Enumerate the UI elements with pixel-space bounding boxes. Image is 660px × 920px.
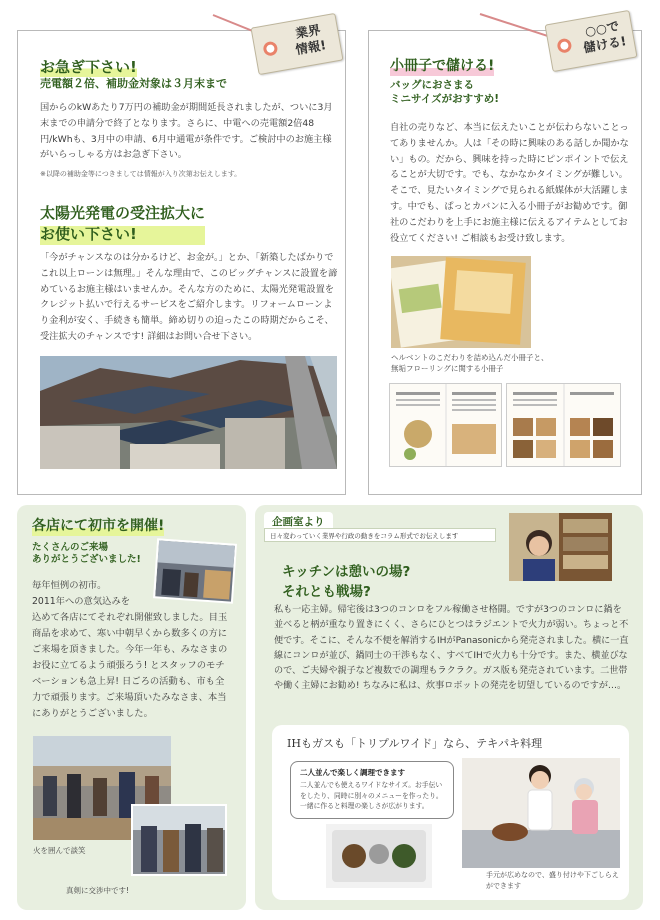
cooking-caption: 手元が広めなので、盛り付けや下ごしらえができます bbox=[486, 871, 619, 890]
booklet-caption: ヘルベントのこだわりを詰め込んだ小冊子と、 無垢フローリングに関する小冊子 bbox=[391, 353, 549, 374]
cooking-women-photo bbox=[462, 758, 620, 868]
ad-body: 二人並んでも使えるワイドなサイズ。お手伝いをしたり、同時に別々のメニューを作ったり。一緒に作ると料理の楽しさが広がります。 bbox=[300, 781, 443, 811]
fire-caption: 火を囲んで談笑 bbox=[33, 846, 86, 855]
section-title: お急ぎ下さい! bbox=[40, 58, 137, 76]
section-title: 各店にて初市を開催! bbox=[32, 518, 165, 534]
negotiation-caption: 真剣に交渉中です! bbox=[66, 886, 130, 895]
stove-topview-photo bbox=[326, 824, 432, 888]
section-body: 自社の売りなど、本当に伝えたいことが伝わらないことってありませんか。人は「その時に興味のある話しか聞かない」もの。だから、興味を持った時にピンポイントで伝えることが大切です。でも、なかなかタイミングが難しい。そこで、見たいタイミングで見られる紙媒体が大活躍します。中でも、ぱっとカバンに入る小冊子がお勧めです。御社のこだわりを上手にお施主様に伝えるアイテムとしてお役立てください! ご相談もお受け致します。 bbox=[390, 122, 629, 244]
ad-subtitle: 二人並んで楽しく調理できます bbox=[300, 768, 405, 777]
section-title: キッチンは憩いの場? それとも戦場? bbox=[282, 564, 411, 600]
solar-houses-photo bbox=[40, 356, 337, 469]
planning-room-bar-text: 日々変わっていく業界や行政の動きをコラム形式でお伝えします bbox=[270, 532, 459, 540]
section-subtitle: バッグにおさまる ミニサイズがおすすめ! bbox=[390, 79, 500, 105]
author-photo bbox=[509, 513, 612, 581]
tag-label: 業界 情報! bbox=[294, 21, 328, 57]
negotiation-photo bbox=[131, 804, 227, 876]
tag-label: ○○で 儲ける! bbox=[582, 18, 628, 55]
section-title: 小冊子で儲ける! bbox=[390, 58, 495, 74]
planning-room-bar bbox=[264, 528, 496, 542]
booklet-spread-2 bbox=[506, 383, 621, 467]
section-body-2: 「今がチャンスなのは分かるけど、お金が。」とか、「新築したばかりでこれ以上ローンは無理。」そんな理由で、このビッグチャンスに設置を諦めているお施主様はいませんか。そんな方のために、太陽光発電設置をクレジット払いで行えるサービスをご紹介します。リフォームローンより金利が安く、手続きも簡単。締め切りの迫ったこの時期だからこそ、受注拡大のチャンスです! 詳細はお問い合せ下さい。 bbox=[40, 252, 338, 343]
ad-title: IHもガスも「トリプルワイド」なら、テキパキ料理 bbox=[287, 737, 543, 750]
section-body: 私も一応主婦。帰宅後は3つのコンロをフル稼働させ格闘。ですが3つのコンロに鍋を並べると柄が重なり置きにくく、さらにひとつはラジエントで火力が弱い。ちょっと不便です。そこに、そんな不便を解消するIHがPanasonicから発売されました。横に一直線にコンロが並び、鍋同士の干渉もなく、すべてIHで火力も十分です。また、横並びなので、ご夫婦や親子など複数での調理もラクラク。ガス版も発売されています。二世帯や働く主婦にお勧め! ちなみに私は、炊事ロボットの発売を切望しているのですが…。 bbox=[274, 605, 629, 692]
section-body: 国からのkWあたり7万円の補助金が期間延長されましたが、ついに3月末までの申請分で終了となります。さらに、中電への売電額2倍48円/kWhも、3月中の申請、6月中通電が条件です。ご検討中のお施主様がいらっしゃる方はお急ぎ下さい。 bbox=[40, 102, 333, 161]
section-title-2: 太陽光発電の受注拡大に お使い下さい! bbox=[40, 204, 206, 243]
section-body: 毎年恒例の初市。 2011年への意気込みを 込めて各店にてそれぞれ開催致しました。目玉商品を求めて、寒い中朝早くから数多くの方にご来場を頂きました。今年一年も、みなさまのお役に立てるよう頑張ろう! とスタッフのモチベーションも急上昇! 日ごろの活動も、市も全力で頑張ります。ご来場頂いたみなさま、本当にありがとうございました。 bbox=[32, 580, 228, 719]
section-subtitle: 売電額２倍、補助金対象は３月末まで bbox=[40, 77, 227, 90]
section-subtitle: たくさんのご来場 ありがとうございました! bbox=[32, 542, 141, 566]
booklet-spread-1 bbox=[389, 383, 502, 467]
booklets-photo bbox=[391, 256, 531, 348]
planning-room-label: 企画室より bbox=[264, 512, 333, 531]
tag-hole-icon bbox=[262, 41, 278, 57]
section-note: ※以降の補助金等につきましては情報が入り次第お伝えします。 bbox=[40, 170, 242, 178]
tag-hole-icon bbox=[556, 38, 572, 54]
